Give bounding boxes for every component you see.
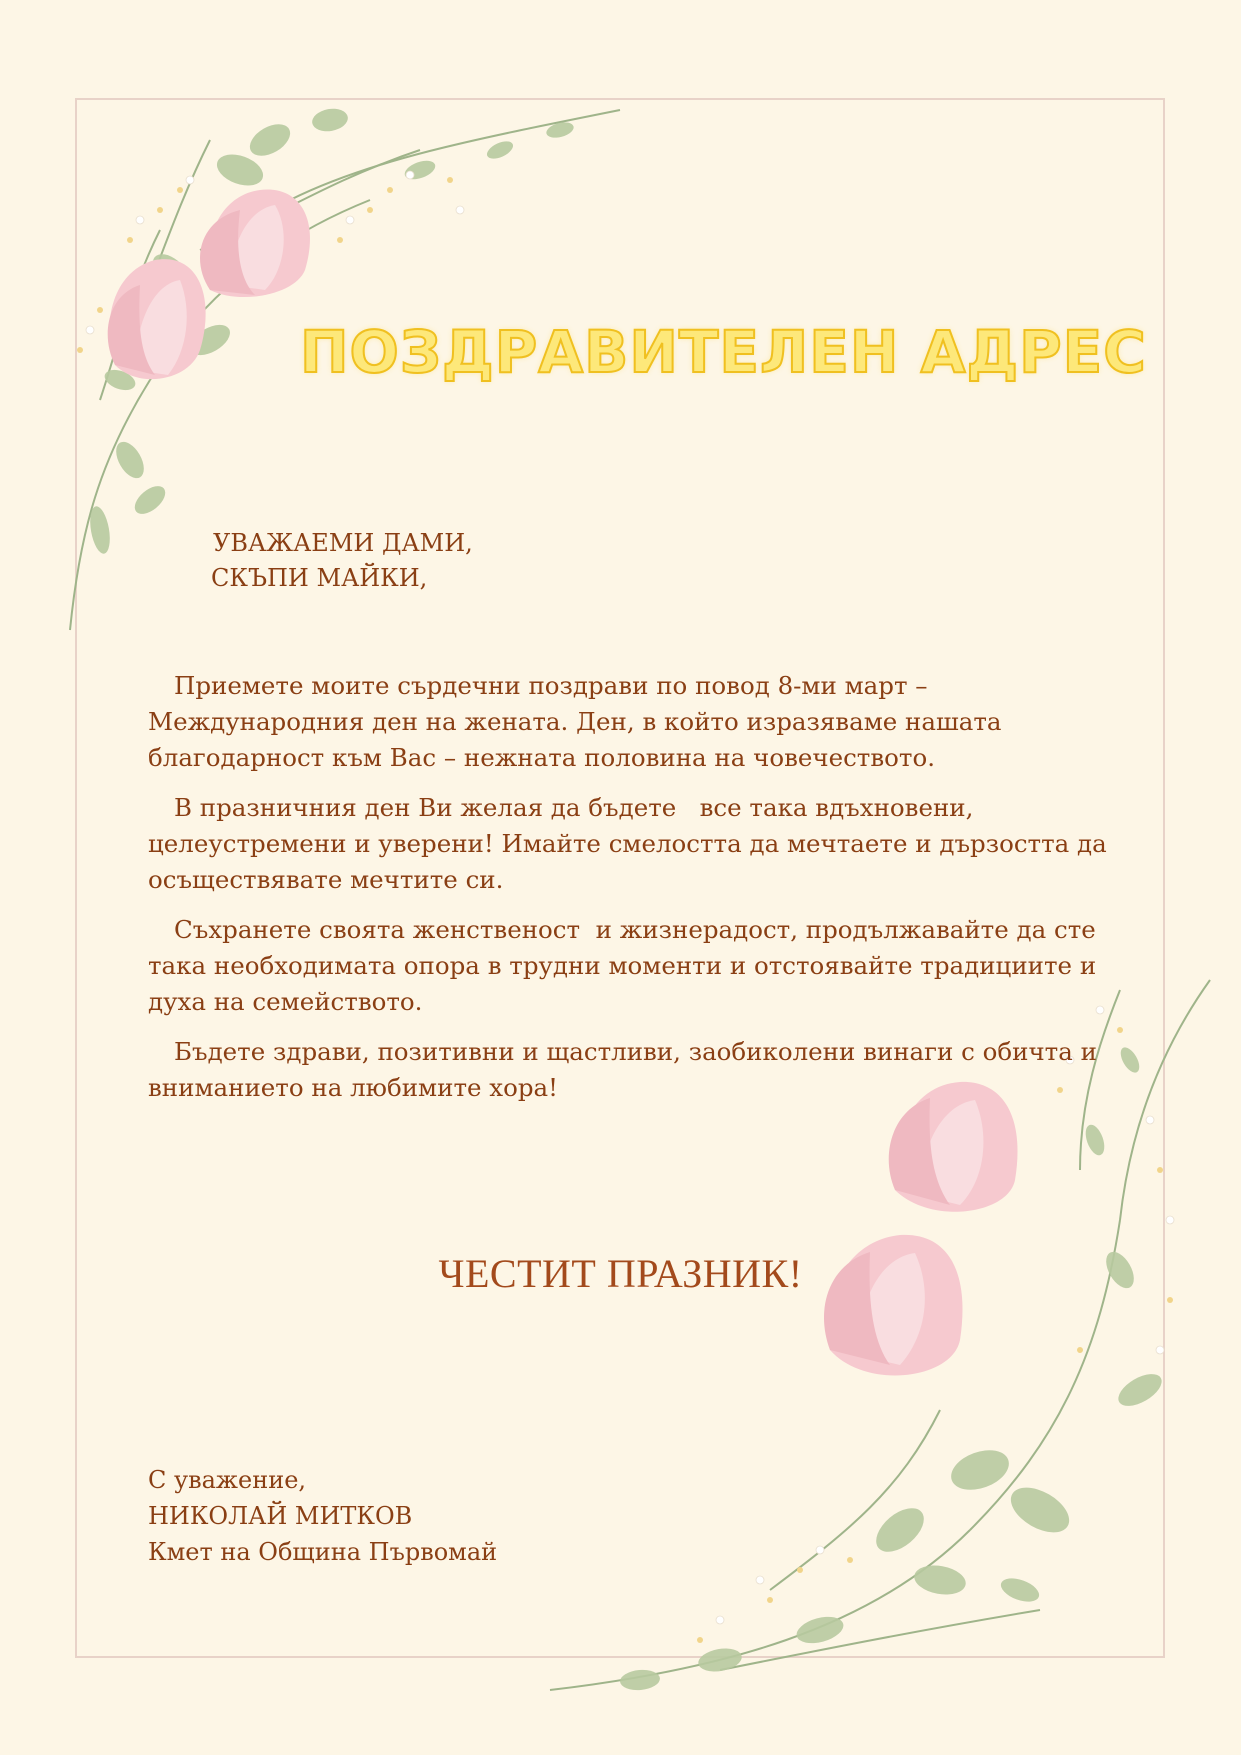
body-paragraph-2: В празничния ден Ви желая да бъдете все така вдъхновени, целеустремени и уверени! Имайте смелостта да мечтаете и дързостта да осъществявате мечтите си. [148, 793, 1115, 894]
page-title: ПОЗДРАВИТЕЛЕН АДРЕС [300, 318, 1147, 386]
salutation-line-2: СКЪПИ МАЙКИ, [211, 564, 428, 592]
signature-regards: С уважение, [148, 1466, 307, 1494]
body-paragraph-1: Приемете моите сърдечни поздрави по повод 8-ми март – Международния ден на жената. Ден, в който изразяваме нашата благодарност към Вас – нежната половина на човечеството. [148, 671, 1002, 772]
body-paragraph-3: Съхранете своята женственост и жизнерадост, продължавайте да сте така необходимата опора в трудни моменти и отстоявайте традициите и духа на семейството. [148, 915, 1104, 1016]
signature-name: НИКОЛАЙ МИТКОВ [148, 1502, 413, 1530]
salutation-line-1: УВАЖАЕМИ ДАМИ, [213, 529, 473, 557]
closing-greeting: ЧЕСТИТ ПРАЗНИК! [438, 1251, 803, 1296]
body-paragraph-4: Бъдете здрави, позитивни и щастливи, заобиколени винаги с обичта и вниманието на любимите хора! [148, 1037, 1097, 1102]
salutation [213, 526, 473, 596]
signature-position: Кмет на Община Първомай [148, 1538, 498, 1566]
letter-body [148, 668, 1128, 1120]
signature-block [148, 1462, 497, 1570]
